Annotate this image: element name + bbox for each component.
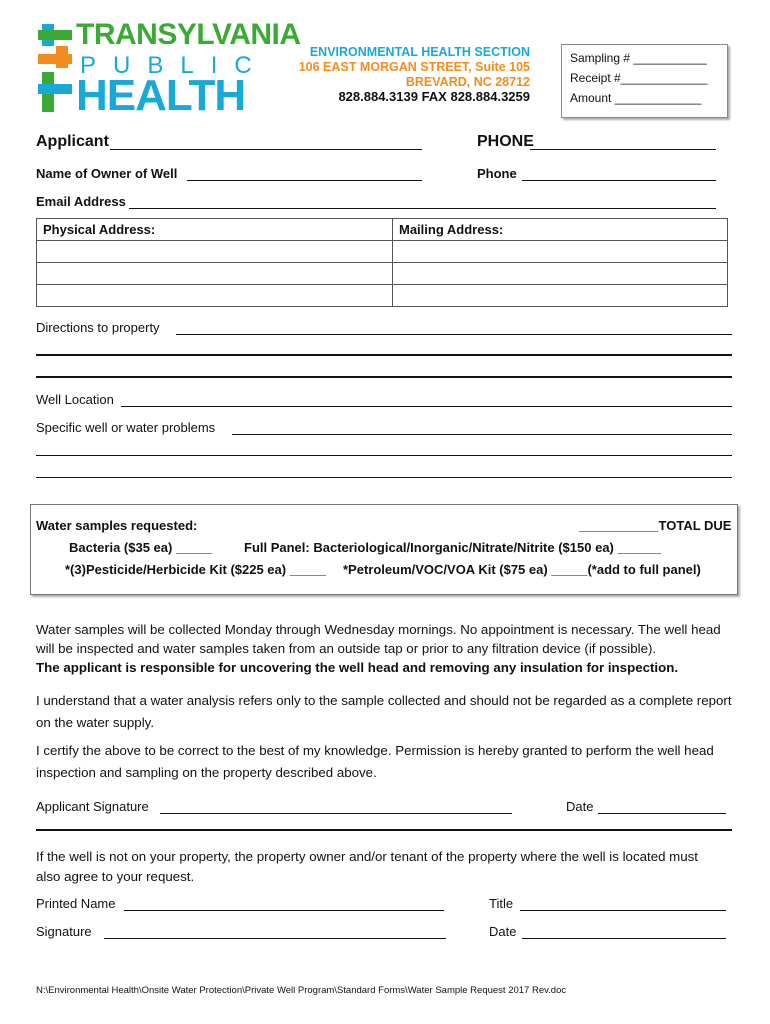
title-field[interactable] (520, 910, 726, 911)
full-panel-option[interactable]: Full Panel: Bacteriological/Inorganic/Nitrate/Nitrite ($150 ea) ______ (244, 540, 661, 555)
date2-label: Date (489, 924, 517, 939)
address-table (36, 218, 728, 307)
receipt-number: Receipt #_____________ (570, 71, 708, 85)
logo-text-transylvania: TRANSYLVANIA (76, 18, 301, 51)
notice-paragraph (36, 620, 736, 677)
mailing-address-label: Mailing Address: (393, 219, 728, 241)
directions-field[interactable] (176, 334, 732, 335)
notice-bold-text: The applicant is responsible for uncovering the well head and removing any insulation for inspection. (36, 660, 679, 675)
amount-field: Amount _____________ (570, 91, 702, 105)
applicant-label: Applicant (36, 133, 109, 150)
street-address: 106 EAST MORGAN STREET, Suite 105 (298, 60, 530, 74)
sampling-number: Sampling # ___________ (570, 51, 707, 65)
section-divider (36, 829, 732, 831)
physical-address-line[interactable] (37, 241, 393, 263)
section-title: ENVIRONMENTAL HEALTH SECTION (309, 45, 530, 59)
owner-field[interactable] (187, 180, 422, 181)
logo-text-public: PUBLIC (80, 52, 269, 79)
problems-field[interactable] (232, 434, 732, 435)
date-label: Date (566, 799, 594, 814)
applicant-field[interactable] (110, 149, 422, 150)
physical-address-line[interactable] (37, 263, 393, 285)
notice-text: Water samples will be collected Monday through Wednesday mornings. No appointment is necessary. The well head will be inspected and water samples taken from an outside tap or prior to any filtration device (if possible). (36, 622, 721, 656)
phone-field[interactable] (530, 149, 716, 150)
mailing-address-line[interactable] (393, 241, 728, 263)
owner-notice: If the well is not on your property, the property owner and/or tenant of the property where the well is located must also agree to your request. (36, 849, 698, 884)
logo-cross-mark (38, 24, 72, 114)
directions-label: Directions to property (36, 320, 160, 335)
printed-name-field[interactable] (124, 910, 444, 911)
owner-label: Name of Owner of Well (36, 166, 178, 181)
analysis-disclaimer: I understand that a water analysis refers only to the sample collected and should not be regarded as a complete report on the water supply. (36, 693, 732, 730)
physical-address-line[interactable] (37, 285, 393, 307)
problems-label: Specific well or water problems (36, 420, 216, 435)
directions-line-3[interactable] (36, 376, 732, 378)
petroleum-option[interactable]: *Petroleum/VOC/VOA Kit ($75 ea) _____(*add to full panel) (343, 562, 701, 577)
phone-label: PHONE (477, 133, 534, 150)
total-due[interactable]: ___________TOTAL DUE (579, 518, 732, 533)
file-path-footer: N:\Environmental Health\Onsite Water Protection\Private Well Program\Standard Forms\Water Sample Request 2017 Rev.doc (36, 985, 567, 996)
mailing-address-line[interactable] (393, 263, 728, 285)
certification-text: I certify the above to be correct to the best of my knowledge. Permission is hereby granted to perform the well head inspection and sampling on the property described above. (36, 743, 714, 780)
email-field[interactable] (129, 208, 716, 209)
problems-line-2[interactable] (36, 455, 732, 456)
physical-address-label: Physical Address: (37, 219, 393, 241)
city-address: BREVARD, NC 28712 (405, 75, 530, 89)
date2-field[interactable] (522, 938, 726, 939)
owner-phone-label: Phone (477, 166, 517, 181)
bacteria-option[interactable]: Bacteria ($35 ea) _____ (69, 540, 213, 555)
samples-heading: Water samples requested: (36, 518, 198, 533)
owner-signature-field[interactable] (104, 938, 446, 939)
logo-text-health: HEALTH (76, 71, 246, 120)
pesticide-option[interactable]: *(3)Pesticide/Herbicide Kit ($225 ea) _____ (65, 562, 326, 577)
date-field[interactable] (598, 813, 726, 814)
mailing-address-line[interactable] (393, 285, 728, 307)
applicant-signature-label: Applicant Signature (36, 799, 149, 814)
directions-line-2[interactable] (36, 354, 732, 356)
office-use-box (561, 44, 728, 118)
printed-name-label: Printed Name (36, 896, 116, 911)
problems-line-3[interactable] (36, 477, 732, 478)
phone-fax: 828.884.3139 FAX 828.884.3259 (338, 89, 530, 104)
owner-phone-field[interactable] (522, 180, 716, 181)
applicant-signature-field[interactable] (160, 813, 512, 814)
owner-signature-label: Signature (36, 924, 92, 939)
email-label: Email Address (36, 194, 126, 209)
well-location-label: Well Location (36, 392, 114, 407)
well-location-field[interactable] (121, 406, 732, 407)
title-label: Title (489, 896, 514, 911)
